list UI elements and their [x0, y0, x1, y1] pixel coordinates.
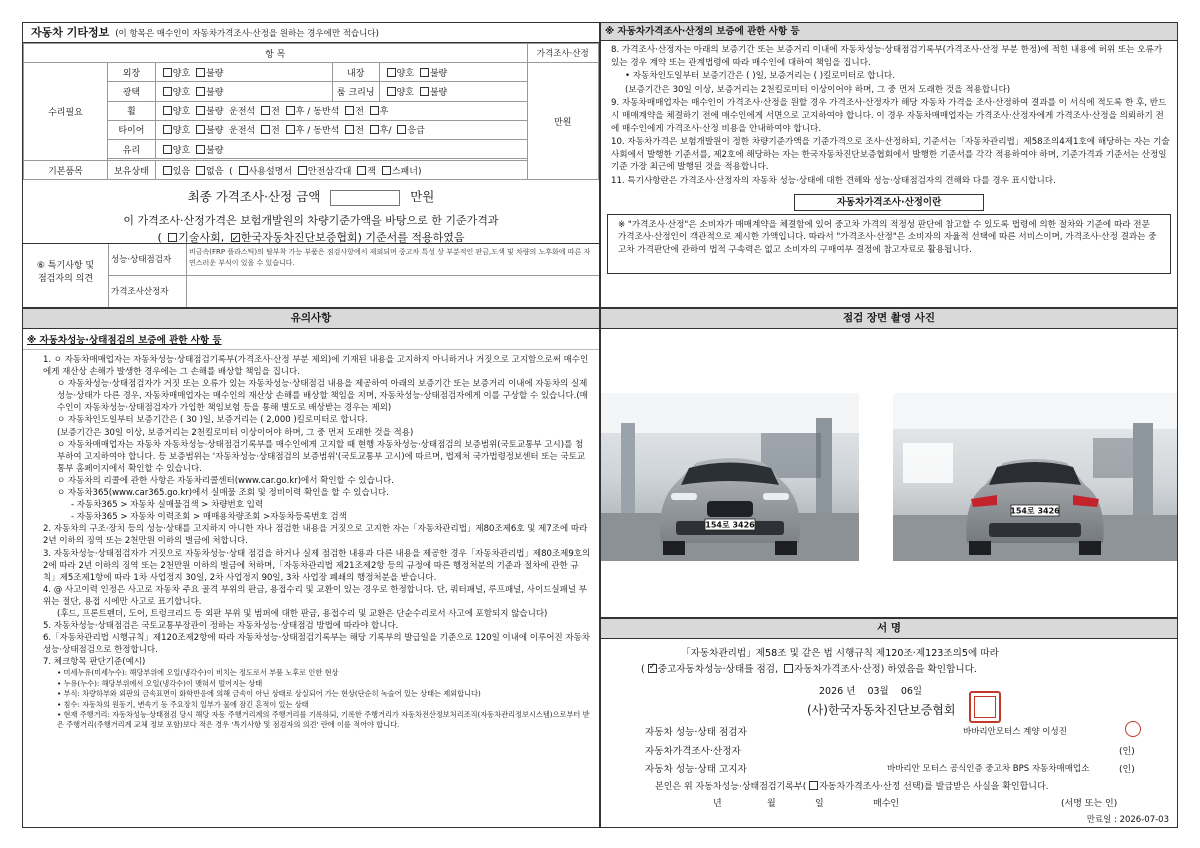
- final-price-line: [23, 186, 599, 208]
- wheel-driver-front-checkbox[interactable]: [261, 106, 270, 115]
- price-surveyor-label: 자동차가격조사·산정자: [645, 746, 741, 757]
- notice-p13: 7. 체크항목 판단기준(예시): [43, 657, 146, 668]
- buyer-label: 매수인: [873, 799, 900, 809]
- row-glass: 유리: [107, 139, 155, 158]
- item-8-b1: • 자동차인도일부터 보증기간은 ( )일, 보증거리는 ( )킬로미터로 합니다.: [625, 71, 895, 82]
- tire-options: 양호 불량 운전석 전 후 / 동반석 전 후/ 응급: [155, 120, 527, 139]
- inspector-seal-icon: [1125, 721, 1141, 737]
- notice-p9: 3. 자동차성능·상태점검자가 거짓으로 자동차성능·상태 점검을 하거나 실제 점검한 내용과 다른 내용을 제공한 경우「자동차관리법」제80조제9호의2에 따라 2년 이하의 징역 또는 2천만원 이하의 벌금에 처하며,「자동차관리법 제21조제2항 등의 규정에 따른 행정처분의 기준과 절차에 관한 규칙」제5조제1항에 따라 1차 사업정지 30일, 2차 사업정지 90일, 3차 사업장 폐쇄의 행정처분을 받습니다.: [43, 548, 591, 583]
- opinion-label: ⑥ 특기사항 및 점검자의 의견: [23, 244, 109, 308]
- spanner-checkbox[interactable]: [382, 166, 391, 175]
- notice-p7a: - 자동차365 > 자동차 실매물검색 > 차량번호 입력: [71, 500, 264, 511]
- notice-p4: (보증기간은 30일 이상, 보증거리는 2천킬로미터 이상이어야 하며, 그 중 먼저 도래한 것을 적용): [57, 427, 414, 438]
- room-clean-good-checkbox[interactable]: [387, 87, 396, 96]
- item-8: 8. 가격조사·산정자는 아래의 보증기간 또는 보증거리 이내에 자동차성능·상태점검기록부(가격조사·산정 부분 한정)에 적힌 내용에 허위 또는 오류가 있는 경우 계약 또는 관계법령에 따라 매수인에 대하여 책임을 집니다.: [611, 45, 1163, 68]
- gloss-bad-checkbox[interactable]: [196, 87, 205, 96]
- notice-sub: ※ 자동차성능·상태점검의 보증에 관한 사항 등: [23, 329, 599, 350]
- photos-header: 점검 장면 촬영 사진: [601, 309, 1177, 329]
- gloss-good-checkbox[interactable]: [163, 87, 172, 96]
- tire-emergency-checkbox[interactable]: [397, 125, 406, 134]
- notice-p3: ㅇ 자동차인도일부터 보증기간은 ( 30 )일, 보증거리는 ( 2,000 )킬로미터로 합니다.: [57, 415, 368, 426]
- rear-plate-text: 154로 3426: [1010, 506, 1060, 516]
- glass-bad-checkbox[interactable]: [196, 145, 205, 154]
- notice-p2: ㅇ 자동차성능·상태점검자가 거짓 또는 오류가 있는 자동차성능·상태점검 내용을 제공하여 아래의 보증기간 또는 보증거리 이내에 자동차의 실제 성능·상태가 다른 경우, 자동차매매업자는 매수인의 재산상 손해를 배상할 책임을 지며, 자동차성능·상태점검자에게 이를 구상할 수 있습니다.(매수인이 자동차성능·상태점검자가 가입한 책임보험 등을 통해 별도로 배상받는 경우는 제외): [57, 379, 588, 414]
- price-warranty-panel: [600, 22, 1178, 308]
- notifier-value: 바바리안 모터스 공식인증 중고차 BPS 자동차매매업소: [887, 764, 1090, 774]
- room-clean-options: 양호 불량: [379, 82, 527, 101]
- org-seal-icon: [969, 691, 1001, 723]
- receipt-price-checkbox[interactable]: [809, 781, 818, 790]
- buyer-month: 월: [767, 799, 776, 809]
- row-exterior: 외장: [107, 63, 155, 82]
- notice-p11: 5. 자동차성능·상태점검은 국토교통부장관이 정하는 자동차성능·상태점검 방법에 따라야 합니다.: [43, 621, 399, 632]
- notice-p12: 6.「자동차관리법 시행규칙」제120조제2항에 따라 자동차성능·상태점검기록부는 해당 기록부의 발급일을 기준으로 120일 이내에 이루어진 자동차 성능·상태점검으로 한정합니다.: [43, 633, 590, 656]
- room-clean-bad-checkbox[interactable]: [420, 87, 429, 96]
- opinion-perf-label: 성능·상태점검자: [109, 244, 187, 276]
- interior-bad-checkbox[interactable]: [420, 68, 429, 77]
- wheel-good-checkbox[interactable]: [163, 106, 172, 115]
- wheel-passenger-front-checkbox[interactable]: [345, 106, 354, 115]
- tire-driver-rear-checkbox[interactable]: [286, 125, 295, 134]
- signature-confirm-line: (✓ 중고자동차성능·상태를 점검, 자동차가격조사·산정) 하였음을 확인합니다.: [641, 661, 977, 675]
- criteria-s2: • 누유(누수): 해당부위에서 오일(냉각수)이 맺혀서 떨어지는 상태: [57, 678, 263, 688]
- criteria-s3: • 부식: 차량하부와 외판의 금속표면이 화학반응에 의해 금속이 아닌 상태로 상실되어 가는 현상(단순히 녹슬어 있는 상태는 제외합니다): [57, 689, 481, 699]
- row-gloss: 광택: [107, 82, 155, 101]
- price-basis: [23, 212, 599, 246]
- possession-options: 있음 없음 ( 사용설명서 안전삼각대 잭 스패너): [155, 161, 527, 180]
- row-room-clean: 룸 크리닝: [332, 82, 379, 101]
- rear-car-photo: [893, 393, 1177, 561]
- notice-p5: ㅇ 자동차매매업자는 자동차 자동차성능·상태점검기록부를 매수인에게 고지할 때 현행 자동차성능·상태점검의 보증범위(국토교통부 고시)를 첨부하여 고지하여야 합니다. 등 보증범위는 '자동차성능·상태점검의 보증범위'(국토교통부 고시)에 따르며, 법제처 국가법령정보센터 또는 국토교통부 홈페이지에서 확인할 수 있습니다.: [57, 439, 586, 474]
- buyer-sign-field[interactable]: (서명 또는 인): [1061, 799, 1118, 809]
- notice-p6: ㅇ 자동차의 리콜에 관한 사항은 자동차리콜센터(www.car.go.kr)에서 확인할 수 있습니다.: [57, 475, 394, 486]
- exterior-bad-checkbox[interactable]: [196, 68, 205, 77]
- inspector-value: 바바리안모터스 계양 이성진: [963, 727, 1067, 737]
- signature-panel: [600, 618, 1178, 828]
- notice-p7: ㅇ 자동차365(www.car365.go.kr)에서 실매물 조회 및 정비이력 확인을 할 수 있습니다.: [57, 488, 389, 499]
- signature-date: 2026 년 03월 06일: [819, 686, 923, 697]
- signature-law-line: 「자동차관리법」제58조 및 같은 법 시행규칙 제120조·제123조의5에 따라: [681, 648, 999, 659]
- jack-checkbox[interactable]: [357, 166, 366, 175]
- manual-checkbox[interactable]: [239, 166, 248, 175]
- tire-driver-front-checkbox[interactable]: [261, 125, 270, 134]
- notice-header: 유의사항: [23, 309, 599, 329]
- interior-good-checkbox[interactable]: [387, 68, 396, 77]
- notice-p8: 2. 자동차의 구조·장치 등의 성능·상태를 고지하지 아니한 자나 점검한 내용을 거짓으로 고지한 자는「자동차관리법」제80조제6호 및 제7조에 따라 2년 이하의 징역 또는 2천만원 이하의 벌금에 처합니다.: [43, 524, 588, 547]
- basis-assoc-checkbox[interactable]: [231, 233, 240, 242]
- notice-body: [23, 350, 599, 731]
- col-price-header: 가격조사·산정: [527, 44, 599, 63]
- wheel-passenger-rear-checkbox[interactable]: [370, 106, 379, 115]
- tire-bad-checkbox[interactable]: [196, 125, 205, 134]
- photos-panel: [600, 308, 1178, 618]
- price-warranty-body: [601, 41, 1177, 188]
- final-price-unit: 만원: [410, 189, 435, 205]
- receipt-line: 본인은 위 자동차성능·상태점검기록부( 자동차가격조사·산정 선택)를 발급받은 사실을 확인합니다.: [655, 782, 1049, 792]
- triangle-checkbox[interactable]: [298, 166, 307, 175]
- possession-has-checkbox[interactable]: [163, 166, 172, 175]
- final-price-input[interactable]: [330, 190, 400, 206]
- buyer-day: 일: [815, 799, 824, 809]
- notice-p7b: - 자동차365 > 자동차 이력조회 > 매매용차량조회 >자동차등록번호 검색: [71, 512, 347, 523]
- etc-info-title-text: 자동차 기타정보: [31, 26, 110, 39]
- tire-passenger-rear-checkbox[interactable]: [370, 125, 379, 134]
- col-item-header: 항 목: [24, 44, 528, 63]
- notice-p1: 1. ㅇ 자동차매매업자는 자동차성능·상태점검기록부(가격조사·산정 부분 제외)에 기재된 내용을 고지하지 아니하거나 거짓으로 고지함으로써 매수인에게 재산상 손해가 발생한 경우에는 그 손해를 배상할 책임을 집니다.: [43, 355, 589, 378]
- item-9: 9. 자동차매매업자는 매수인이 가격조사·산정을 원할 경우 가격조사·산정자가 해당 자동차 가격을 조사·산정하여 결과를 이 서식에 적도록 한 후, 반드시 매매계약을 체결하기 전에 매수인에게 서면으로 고지하여야 합니다. 이 경우 자동차매매업자는 가격조사·산정자에게 가격조사·산정을 의뢰하기 전에 매수인에게 가격조사·산정 비용을 안내하여야 합니다.: [611, 98, 1167, 134]
- price-definition-title: 자동차가격조사·산정이란: [794, 194, 984, 211]
- row-possession: 보유상태: [107, 161, 155, 180]
- basic-label: 기본품목: [24, 161, 108, 180]
- front-car-photo: [601, 393, 859, 561]
- signature-header: 서 명: [601, 619, 1177, 639]
- repair-label: 수리필요: [24, 63, 108, 161]
- buyer-year: 년: [713, 799, 722, 809]
- etc-info-subtitle: (이 항목은 매수인이 자동차가격조사·산정을 원하는 경우에만 적습니다): [115, 29, 379, 39]
- item-11: 11. 특기사항란은 가격조사·산정자의 자동차 성능·상태에 대한 견해와 성능·상태점검자의 견해와 다를 경우 표시합니다.: [611, 175, 1056, 186]
- notice-p10: 4. @ 사고이력 인정은 사고로 자동차 주요 골격 부위의 판금, 용접수리 및 교환이 있는 경우로 한정합니다. 단, 쿼터패널, 루프패널, 사이드실패널 부위는 절단, 용접 시에만 사고로 표기합니다.: [43, 584, 587, 607]
- signature-org: (사)한국자동차진단보증협회: [807, 703, 956, 717]
- notifier-seal: (인): [1119, 765, 1135, 775]
- etc-info-panel: [22, 22, 600, 308]
- glass-good-checkbox[interactable]: [163, 145, 172, 154]
- tire-good-checkbox[interactable]: [163, 125, 172, 134]
- opinion-section: [23, 243, 599, 307]
- glass-options: 양호 불량: [155, 139, 527, 158]
- wheel-driver-rear-checkbox[interactable]: [286, 106, 295, 115]
- notifier-label: 자동차 성능·상태 고지자: [645, 764, 747, 775]
- opinion-perf-text: 비금속(FRP 플라스틱)의 탈부착 가능 부품은 점검사항에서 제외되며 중고차 특성 상 부분적인 판금,도색 및 차량의 노후화에 따른 자연스러운 부식이 있을 수 있습니다.: [189, 248, 591, 267]
- wheel-options: 양호 불량 운전석 전 후 / 동반석 전 후: [155, 101, 527, 120]
- tire-passenger-front-checkbox[interactable]: [345, 125, 354, 134]
- exterior-good-checkbox[interactable]: [163, 68, 172, 77]
- criteria-s4: • 침수: 자동차의 원동기, 변속기 등 주요장치 일부가 물에 잠긴 흔적이 있는 상태: [57, 699, 309, 709]
- row-interior: 내장: [332, 63, 379, 82]
- etc-info-table: [23, 43, 599, 180]
- possession-none-checkbox[interactable]: [196, 166, 205, 175]
- gloss-options: 양호 불량: [155, 82, 332, 101]
- exterior-options: 양호 불량: [155, 63, 332, 82]
- basis-tech-checkbox[interactable]: [168, 233, 177, 242]
- price-surveyor-seal: (인): [1119, 747, 1135, 757]
- basis-line-2: ( 기술사회, ✓ 한국자동차진단보증협회) 기준서를 적용하였음: [23, 229, 599, 246]
- opinion-perf-row: [109, 244, 600, 276]
- row-wheel: 휠: [107, 101, 155, 120]
- row-tire: 타이어: [107, 120, 155, 139]
- inspector-label: 자동차 성능·상태 점검자: [645, 727, 747, 738]
- item-10: 10. 자동차가격은 보험개발원이 정한 차량기준가액을 기준가격으로 조사·산정하되, 기준서는「자동차관리법」제58조의4제1호에 해당하는 자는 기술사회에서 발행한 기준서를, 제2호에 해당하는 자는 한국자동차진단보증협회에서 발행한 기준서를 각각 적용하여야 하며, 기준가격과 기준서는 산정일 기준 가장 최근에 발행된 것을 적용합니다.: [611, 137, 1170, 173]
- confirm-perf-checkbox[interactable]: [648, 664, 657, 673]
- criteria-s1: • 미세누유(미세누수): 해당부위에 오일(냉각수)이 비치는 정도로서 부품 노후로 인한 현상: [57, 668, 339, 678]
- interior-options: 양호 불량: [379, 63, 527, 82]
- item-8-b2: (보증기간은 30일 이상, 보증거리는 2천킬로미터 이상이어야 하며, 그 중 먼저 도래한 것을 적용합니다): [625, 84, 1011, 95]
- opinion-price-label: 가격조사산정자: [109, 276, 187, 308]
- etc-info-title: [23, 23, 599, 43]
- final-price-label: 최종 가격조사·산정 금액: [187, 189, 321, 205]
- price-definition-text: ※ "가격조사·산정"은 소비자가 매매계약을 체결함에 있어 중고차 가격의 적정성 판단에 참고할 수 있도록 법령에 의한 절차와 기준에 따라 전문 가격조사·산정인이 객관적으로 제시한 가액입니다. 따라서 "가격조사·산정"은 소비자의 자율적 선택에 따른 서비스이며, 가격조사·산정 결과는 중고차 가격판단에 관하여 법적 구속력은 없고 소비자의 구매여부 결정에 참고자료로 활용됩니다.: [607, 214, 1171, 274]
- confirm-price-checkbox[interactable]: [784, 664, 793, 673]
- expiry-date: 만료일 : 2026-07-03: [1086, 815, 1169, 825]
- notice-p10b: (후드, 프론트펜더, 도어, 트렁크리드 등 외판 부위 및 범퍼에 대한 판금, 용접수리 및 교환은 단순수리로서 사고에 포함되지 않습니다): [57, 608, 548, 619]
- basis-line-1: 이 가격조사·산정가격은 보험개발원의 차량기준가액을 바탕으로 한 기준가격과: [123, 214, 499, 228]
- wheel-bad-checkbox[interactable]: [196, 106, 205, 115]
- criteria-s5: • 현재 주행거리: 자동차성능·상태점검 당시 해당 자동 주행거리계의 주행거리를 기록하되, 기록한 주행거리가 자동차전산정보처리조직(자동차관리정보시스템)으로부터 받은 주행거리(주행거리계 교체 정보 포함)보다 적은 경우 '특기사항 및 점검자의 의견' 란에 이를 적어야 합니다.: [57, 710, 590, 730]
- price-warranty-heading: ※ 자동차가격조사·산정의 보증에 관한 사항 등: [601, 23, 1177, 41]
- front-plate-text: 154로 3426: [705, 520, 755, 530]
- opinion-price-row: [109, 276, 600, 308]
- price-unit: 만원: [527, 63, 599, 180]
- notice-panel: [22, 308, 600, 828]
